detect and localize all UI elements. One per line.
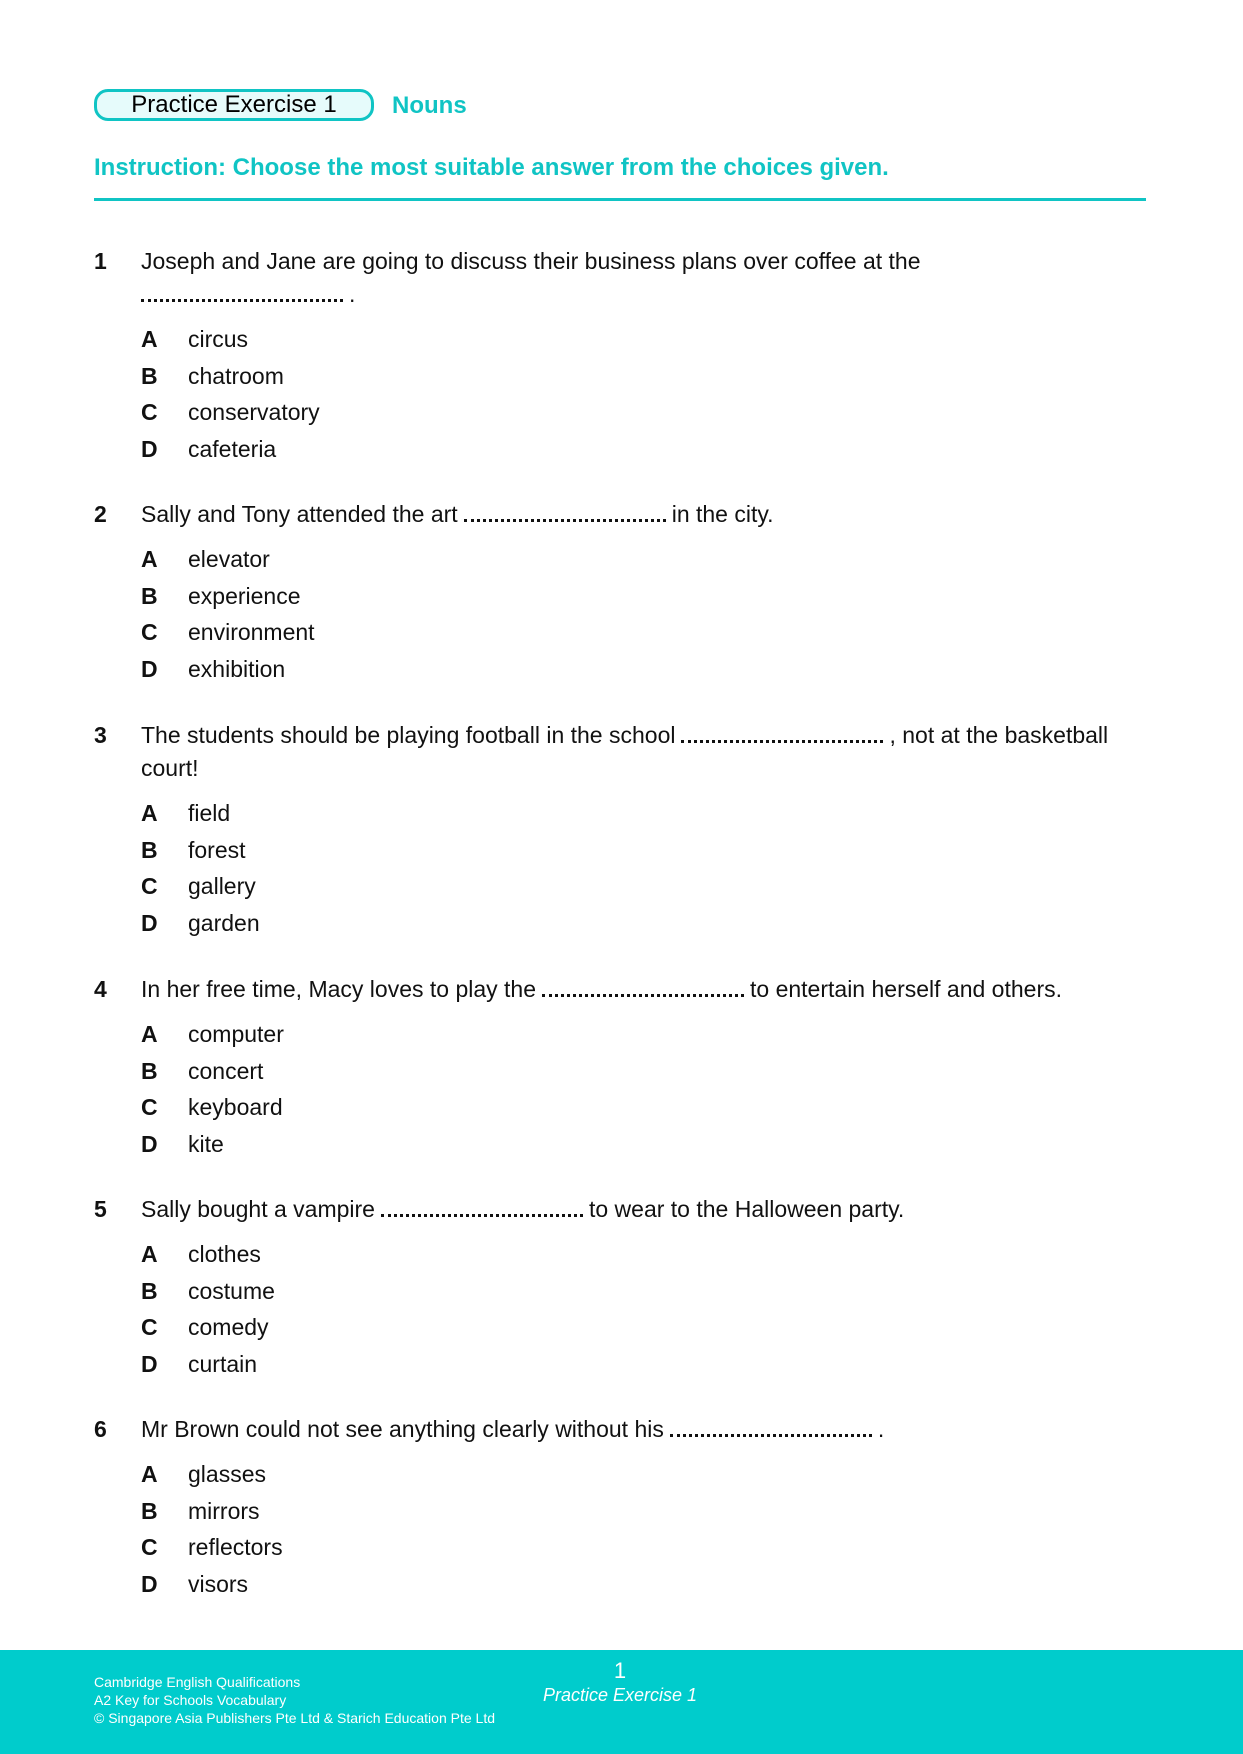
question bbox=[94, 719, 1154, 941]
question-number: 6 bbox=[94, 1416, 107, 1442]
answer-option[interactable] bbox=[141, 578, 1154, 615]
answer-option[interactable] bbox=[141, 1346, 1154, 1383]
option-text: forest bbox=[188, 836, 246, 863]
answer-blank[interactable] bbox=[542, 974, 744, 997]
option-letter: C bbox=[141, 1314, 158, 1340]
question bbox=[94, 973, 1154, 1162]
option-text: reflectors bbox=[188, 1534, 283, 1560]
option-letter: B bbox=[141, 836, 158, 863]
option-letter: D bbox=[141, 655, 158, 682]
question-number: 4 bbox=[94, 976, 107, 1002]
exercise-title: Practice Exercise 1 bbox=[131, 91, 337, 118]
divider bbox=[94, 198, 1146, 201]
question-text-before: The students should be playing football in the school bbox=[141, 722, 676, 748]
question-text-after: to entertain herself and others. bbox=[750, 976, 1062, 1002]
option-letter: C bbox=[141, 619, 158, 645]
option-letter: A bbox=[141, 800, 158, 826]
answer-blank[interactable] bbox=[464, 499, 666, 522]
option-letter: D bbox=[141, 909, 158, 936]
question bbox=[94, 1413, 1154, 1602]
instruction: Instruction: Choose the most suitable answer from the choices given. bbox=[94, 154, 889, 181]
page-number: 1 bbox=[613, 1658, 627, 1683]
option-text: chatroom bbox=[188, 362, 284, 389]
question-text-before: Sally bought a vampire bbox=[141, 1196, 375, 1222]
option-text: concert bbox=[188, 1057, 264, 1084]
option-text: conservatory bbox=[188, 399, 320, 425]
answer-option[interactable] bbox=[141, 431, 1154, 468]
question-text bbox=[141, 973, 1062, 1006]
answer-option[interactable] bbox=[141, 868, 1154, 905]
answer-option[interactable] bbox=[141, 358, 1154, 395]
option-letter: D bbox=[141, 1350, 158, 1377]
question-text bbox=[141, 719, 1154, 785]
option-text: kite bbox=[188, 1130, 224, 1157]
footer-book: A2 Key for Schools Vocabulary bbox=[94, 1692, 287, 1708]
answer-option[interactable] bbox=[141, 1529, 1154, 1566]
topic-title: Nouns bbox=[392, 92, 467, 119]
option-text: environment bbox=[188, 619, 315, 645]
answer-option[interactable] bbox=[141, 1309, 1154, 1346]
exercise-badge bbox=[94, 89, 374, 121]
question-text bbox=[141, 1193, 904, 1226]
question-text-after: to wear to the Halloween party. bbox=[588, 1196, 905, 1222]
answer-option[interactable] bbox=[141, 795, 1154, 832]
question-number: 1 bbox=[94, 248, 107, 274]
option-text: field bbox=[188, 800, 231, 826]
answer-option[interactable] bbox=[141, 1566, 1154, 1603]
option-letter: A bbox=[141, 1241, 158, 1267]
option-text: visors bbox=[188, 1570, 249, 1597]
question-number: 5 bbox=[94, 1196, 107, 1222]
option-letter: D bbox=[141, 1130, 158, 1157]
question-text-after: , not at the basketball court! bbox=[141, 722, 1109, 781]
option-letter: A bbox=[141, 1461, 158, 1487]
option-letter: D bbox=[141, 1570, 158, 1597]
option-letter: B bbox=[141, 582, 158, 609]
option-letter: C bbox=[141, 399, 158, 425]
option-letter: C bbox=[141, 1534, 158, 1560]
option-letter: A bbox=[141, 546, 158, 572]
answer-blank[interactable] bbox=[670, 1414, 872, 1437]
question-number: 3 bbox=[94, 722, 107, 748]
question-text-before: Mr Brown could not see anything clearly without his bbox=[141, 1416, 664, 1442]
option-letter: A bbox=[141, 326, 158, 352]
footer bbox=[0, 1650, 1243, 1754]
option-text: mirrors bbox=[188, 1497, 260, 1524]
question bbox=[94, 498, 1154, 687]
option-letter: B bbox=[141, 1057, 158, 1084]
option-letter: A bbox=[141, 1021, 158, 1047]
answer-option[interactable] bbox=[141, 905, 1154, 942]
question bbox=[94, 245, 1154, 467]
option-letter: C bbox=[141, 873, 158, 899]
answer-blank[interactable] bbox=[381, 1194, 583, 1217]
footer-page-title: Practice Exercise 1 bbox=[542, 1685, 698, 1705]
question-text-after: . bbox=[349, 281, 356, 307]
answer-option[interactable] bbox=[141, 1456, 1154, 1493]
answer-option[interactable] bbox=[141, 541, 1154, 578]
question-number: 2 bbox=[94, 501, 107, 527]
answer-option[interactable] bbox=[141, 832, 1154, 869]
option-text: garden bbox=[188, 909, 260, 936]
option-text: glasses bbox=[188, 1461, 266, 1487]
option-text: keyboard bbox=[188, 1094, 283, 1120]
answer-option[interactable] bbox=[141, 321, 1154, 358]
option-text: experience bbox=[188, 582, 301, 609]
option-text: exhibition bbox=[188, 655, 286, 682]
option-letter: D bbox=[141, 435, 158, 462]
option-text: comedy bbox=[188, 1314, 269, 1340]
footer-series: Cambridge English Qualifications bbox=[94, 1674, 301, 1690]
answer-option[interactable] bbox=[141, 1053, 1154, 1090]
option-text: gallery bbox=[188, 873, 256, 899]
option-text: costume bbox=[188, 1277, 275, 1304]
answer-option[interactable] bbox=[141, 1493, 1154, 1530]
question-text-after: in the city. bbox=[671, 501, 774, 527]
option-letter: B bbox=[141, 1277, 158, 1304]
question-text bbox=[141, 1413, 884, 1446]
option-text: elevator bbox=[188, 546, 270, 572]
answer-option[interactable] bbox=[141, 1016, 1154, 1053]
question bbox=[94, 1193, 1154, 1382]
question-text bbox=[141, 245, 921, 311]
answer-option[interactable] bbox=[141, 614, 1154, 651]
answer-option[interactable] bbox=[141, 651, 1154, 688]
answer-option[interactable] bbox=[141, 1236, 1154, 1273]
answer-option[interactable] bbox=[141, 1089, 1154, 1126]
answer-blank[interactable] bbox=[681, 720, 883, 743]
answer-option[interactable] bbox=[141, 1273, 1154, 1310]
option-text: clothes bbox=[188, 1241, 261, 1267]
question-text-before: Joseph and Jane are going to discuss their business plans over coffee at the bbox=[141, 248, 921, 274]
footer-copyright: © Singapore Asia Publishers Pte Ltd & Starich Education Pte Ltd bbox=[94, 1710, 495, 1726]
option-text: computer bbox=[188, 1021, 284, 1047]
question-text-before: Sally and Tony attended the art bbox=[141, 501, 458, 527]
option-letter: B bbox=[141, 362, 158, 389]
option-letter: B bbox=[141, 1497, 158, 1524]
option-text: curtain bbox=[188, 1350, 258, 1377]
answer-option[interactable] bbox=[141, 394, 1154, 431]
answer-option[interactable] bbox=[141, 1126, 1154, 1163]
question-text-after: . bbox=[877, 1416, 885, 1442]
option-text: circus bbox=[188, 326, 249, 352]
option-letter: C bbox=[141, 1094, 158, 1120]
question-text-before: In her free time, Macy loves to play the bbox=[141, 976, 537, 1002]
answer-blank[interactable] bbox=[141, 279, 343, 302]
question-text bbox=[141, 498, 774, 531]
option-text: cafeteria bbox=[188, 435, 277, 462]
